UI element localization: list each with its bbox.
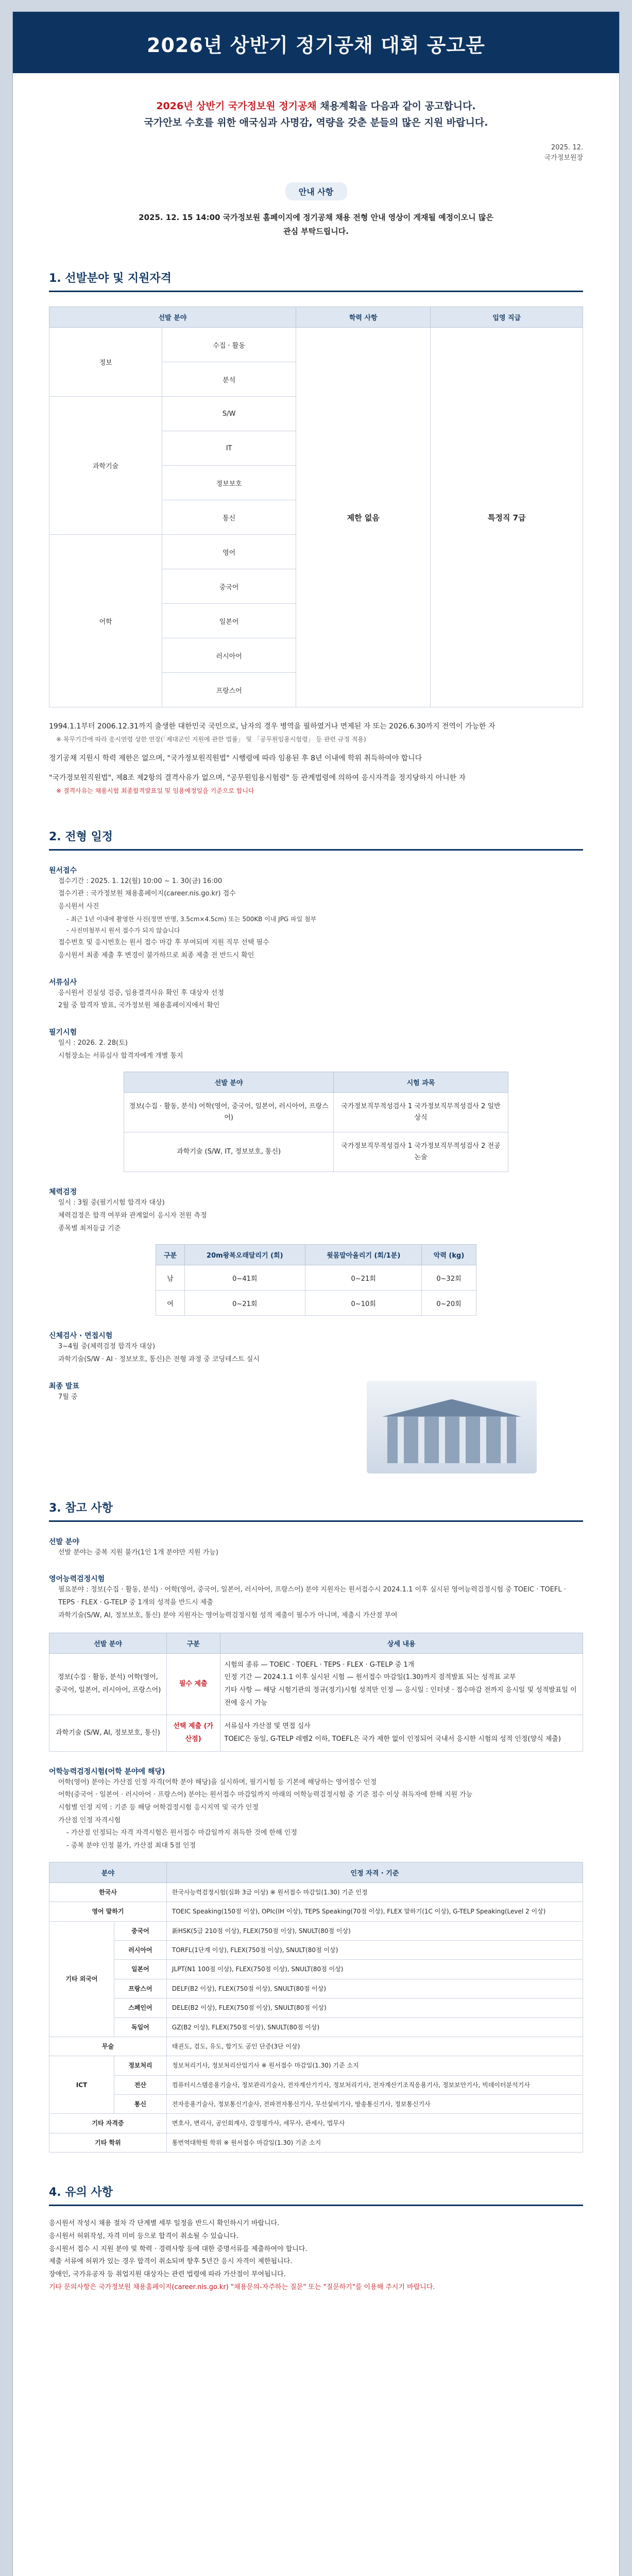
issue-date: 2025. 12. [551,143,583,151]
building-column [398,1417,404,1463]
cert-text: TORFL(1단계 이상), FLEX(750점 이상), SNULT(80점 이상) [166,1940,583,1959]
cert-text: 통번역대학원 학위 ※ 원서접수 마감일(1.30) 기준 소지 [166,2133,583,2152]
notice-text [49,211,583,239]
note-sub: ※ 복무기간에 따라 응시연령 상한 연장(「제대군인 지원에 관한 법률」 및 「공무원임용시험령」 등 관련 규정 적용) [56,735,366,743]
final-announcement-block [49,1381,583,1484]
req-detail-line: 인정 기간 — 2024.1.1 이후 실시된 시험 — 원서접수 마감일(1.30)까지 점적발표 되는 성적표 교부 [224,1673,516,1682]
sub-item: 응시원서 사진 [58,902,99,910]
sub-item: 접수기관 : 국가정보원 채용홈페이지(career.nis.go.kr) 접수 [58,890,236,898]
cert-text: 컴퓨터시스템응용기술사, 정보관리기술사, 전자계산기기사, 정보처리기사, 전자계산기조직응용기사, 정보보안기사, 빅데이터분석기사 [166,2075,583,2094]
cert-sub: 프랑스어 [114,1979,166,1998]
building-column [480,1417,486,1463]
note-item: 정기공채 지원시 학력 제한은 없으며, "국가정보원직원법" 시행령에 따라 임용된 후 8년 이내에 학위 취득하여야 합니다 [49,754,422,762]
sub-item: - 사진미첨부시 원서 접수가 되지 않습니다 [66,927,180,935]
sub-item: 응시원서 최종 제출 후 변경이 불가하므로 최종 제출 전 반드시 확인 [58,951,254,959]
field-cell: 영어 [162,535,296,569]
note-item: "국가정보원직원법", 제8조 제2항의 결격사유가 없으며, "공무원임용시험령" 등 관계법령에 의하여 응시자격을 정지당하지 아니한 자 [49,774,466,783]
cert-group: 무술 [49,2037,167,2056]
col-criteria: 인정 자격 · 기준 [166,1862,583,1883]
sub-item: 7월 중 [58,1393,78,1401]
sub-item: 3~4월 중(체력검정 합격자 대상) [58,1343,156,1351]
field-cell: 수집 · 활동 [162,328,296,362]
cert-group: 기타 학위 [49,2133,167,2152]
req-kind: 선택 제출 (가산점) [166,1715,220,1751]
col-grade: 입영 직급 [431,307,583,328]
cert-text: 태권도, 검도, 유도, 합기도 공인 단증(3단 이상) [166,2037,583,2056]
field-cell: IT [162,431,296,466]
col-gender: 구분 [156,1245,184,1265]
caution-item: 기타 문의사항은 국가정보원 채용홈페이지(career.nis.go.kr) "채용문의-자주하는 질문" 또는 "질문하기"를 이용해 주시기 바랍니다. [49,2283,435,2291]
caution-item: 응시원서 허위작성, 자격 미비 등으로 합격이 취소될 수 있습니다. [49,2232,238,2240]
group-intel: 정보 [49,328,162,397]
notice-line2: 관심 부탁드립니다. [283,227,349,236]
section-2-heading: 2. 전형 일정 [49,828,583,851]
cert-group: 한국사 [49,1883,167,1902]
english-requirement-table [49,1633,583,1752]
sub-item: 어학(중국어 · 일본어 · 러시아어 · 프랑스어) 분야는 원서접수 마감일까지 아래의 어학능력검정시험 중 기준 점수 이상 취득자에 한해 지원 가능 [58,1791,473,1799]
sub-heading-application: 원서접수 [49,866,77,875]
cert-text: 전자응용기술사, 정보통신기술사, 전파전자통신기사, 무선설비기사, 방송통신기사, 정보통신기사 [166,2095,583,2114]
caution-item: 응시원서 작성시 채용 절차 각 단계별 세부 일정을 반드시 확인하시기 바랍니다. [49,2219,280,2228]
group-science: 과학기술 [49,397,162,535]
sub-item: 필요분야 : 정보(수집 · 활동, 분석) · 어학(영어, 중국어, 일본어, 러시아어, 프랑스어) 분야 지원자는 원서접수시 2024.1.1 이후 실시된 영어능력검정시험 중 TOEIC · TOEFL · TEPS · FLEX · G-TELP 중 1개의 성적을 반드시 제출 [58,1586,566,1607]
req-kind: 필수 제출 [166,1653,220,1715]
cert-sub: 일본어 [114,1960,166,1979]
sub-heading-language-test: 어학능력검정시험(어학 분야에 해당) [49,1767,165,1776]
sub-item: - 가산점 인정되는 자격 자격시험은 원서접수 마감일까지 취득한 것에 한해 인정 [66,1829,297,1837]
col-situp: 윗몸말아올리기 (회/1분) [305,1245,422,1265]
score-value: 0~21회 [305,1265,422,1291]
score-gender: 여 [156,1291,184,1316]
field-cell: 통신 [162,500,296,535]
caution-item: 장애인, 국가유공자 등 취업지원 대상자는 관련 법령에 따라 가산점이 부여됩니다. [49,2270,286,2278]
issuer: 국가정보원장 [544,154,583,162]
notice-tag: 안내 사항 [285,182,347,200]
caution-item: 제출 서류에 허위가 있는 경우 합격이 취소되며 향후 5년간 응시 자격이 제한됩니다. [49,2258,293,2266]
application-items [49,875,583,962]
note-sub: ※ 결격사유는 채용시험 최종합격발표일 및 임용예정일을 기준으로 합니다 [56,787,254,794]
cert-sub: 스페인어 [114,1998,166,2018]
col-field: 선발 분야 [49,1633,167,1653]
building-column [439,1417,445,1463]
col-grip: 악력 (kg) [422,1245,476,1265]
cert-text: JLPT(N1 100점 이상), FLEX(750점 이상), SNULT(80점 이상) [166,1960,583,1979]
note-item: 1994.1.1부터 2006.12.31까지 출생한 대한민국 국민으로, 남자의 경우 병역을 필하였거나 면제된 자 또는 2026.6.30까지 전역이 가능한 자 [49,722,496,731]
sub-item: 응시원서 진실성 검증, 임용결격사유 확인 후 대상자 선정 [58,989,224,997]
sub-item: 접수번호 및 응시번호는 원서 접수 마감 후 부여되며 지원 직무 선택 필수 [58,939,269,947]
sub-item: 가산점 인정 자격시험 [58,1816,121,1824]
sub-item: 과학기술(S/W · AI · 정보보호, 통신)은 전형 과정 중 코딩테스트 실시 [58,1355,260,1364]
cert-text: DELF(B2 이상), FLEX(750점 이상), SNULT(80점 이상) [166,1979,583,1998]
caution-item: 응시원서 접수 시 지원 분야 및 학력 · 경력사항 등에 대한 증명서류를 제출하여야 합니다. [49,2245,308,2253]
col-shuttle: 20m왕복오래달리기 (회) [184,1245,305,1265]
score-value: 0~32회 [422,1265,476,1291]
sub-item: 일시 : 3월 중(필기시험 합격자 대상) [58,1199,165,1207]
qualification-notes [49,720,583,796]
cert-group: ICT [49,2056,114,2114]
exam-subjects: 국가정보직무적성검사 1 국가정보직무적성검사 2 일반상식 [334,1093,508,1132]
col-kind: 구분 [166,1633,220,1653]
sub-heading-written: 필기시험 [49,1028,77,1037]
col-field: 선발 분야 [49,307,296,328]
building-column [501,1417,507,1463]
poster-frame [12,11,620,2576]
req-field: 과학기술 (S/W, AI, 정보보호, 통신) [49,1715,167,1751]
req-field: 정보(수집 · 활동, 분석) 어학(영어, 중국어, 일본어, 러시아어, 프랑스어) [49,1653,167,1715]
headquarters-illustration [367,1381,537,1473]
field-cell: S/W [162,397,296,431]
cert-sub: 독일어 [114,2018,166,2037]
section-4-heading: 4. 유의 사항 [49,2183,583,2206]
sub-heading-final: 최종 발표 [49,1382,79,1391]
cert-text: 정보처리기사, 정보처리산업기사 ※ 원서접수 마감일(1.30) 기준 소지 [166,2056,583,2075]
bonus-certificate-table [49,1862,583,2153]
cert-sub: 전산 [114,2075,166,2094]
score-gender: 남 [156,1265,184,1291]
sub-item: 접수기간 : 2025. 1. 12(월) 10:00 ~ 1. 30(금) 16:00 [58,877,223,885]
lead-highlight: 2026년 상반기 국가정보원 정기공채 [156,100,317,112]
cert-sub: 중국어 [114,1921,166,1940]
cert-text: GZ(B2 이상), FLEX(750점 이상), SNULT(80점 이상) [166,2018,583,2037]
req-detail-line: 기타 사항 — 해당 시험기관의 정규(정기)시험 성적만 인정 — 응시일 : 인터넷 · 접수마감 전까지 응시일 및 성적발표일 이전에 응시 가능 [224,1686,577,1707]
cert-sub: 정보처리 [114,2056,166,2075]
sub-heading-document: 서류심사 [49,978,77,987]
building-column [459,1417,466,1463]
sub-item: 과학기술(S/W, AI, 정보보호, 통신) 분야 지원자는 영어능력검정시험 성적 제출이 필수가 아니며, 제출시 가산점 부여 [58,1611,398,1619]
field-cell: 러시아어 [162,638,296,673]
sub-item: 시험별 인정 지역 : 기준 등 해당 어학검정시험 응시지역 및 국가 인정 [58,1804,259,1812]
score-value: 0~10회 [305,1291,422,1316]
exam-field: 정보(수집 · 활동, 분석) 어학(영어, 중국어, 일본어, 러시아어, 프랑스어) [124,1093,334,1132]
sub-heading-english: 영어능력검정시험 [49,1575,105,1584]
page-title: 2026년 상반기 정기공채 대회 공고문 [13,12,619,73]
sub-item: 체력검정은 합격 여부와 관계없이 응시자 전원 측정 [58,1212,207,1220]
score-value: 0~21회 [184,1291,305,1316]
section-3-heading: 3. 참고 사항 [49,1499,583,1522]
score-value: 0~41회 [184,1265,305,1291]
cert-text: DELE(B2 이상), FLEX(750점 이상), SNULT(80점 이상) [166,1998,583,2018]
qualification-table [49,307,583,707]
col-field: 선발 분야 [124,1072,334,1093]
cert-text: 한국사능력검정시험(심화 3급 이상) ※ 원서접수 마감일(1.30) 기준 인정 [166,1883,583,1902]
cert-group: 영어 말하기 [49,1902,167,1921]
sub-item: - 최근 1년 이내에 촬영한 사진(정면 반명, 3.5cm×4.5cm) 또는 500KB 이내 JPG 파일 첨부 [66,915,317,923]
field-cell: 프랑스어 [162,673,296,707]
cert-group: 기타 외국어 [49,1921,114,2037]
req-details [220,1653,583,1715]
building-roof [382,1399,521,1417]
req-detail-line: 서류심사 가산점 및 면접 심사 [224,1722,311,1731]
req-details [220,1715,583,1751]
fitness-score-table [156,1244,476,1316]
field-cell: 중국어 [162,569,296,604]
field-cell: 정보보호 [162,466,296,500]
cert-text: 변호사, 변리사, 공인회계사, 감정평가사, 세무사, 관세사, 법무사 [166,2114,583,2133]
col-subject: 시험 과목 [334,1072,508,1093]
education-cell: 제한 없음 [296,328,430,707]
exam-field: 과학기술 (S/W, IT, 정보보호, 통신) [124,1132,334,1172]
sub-item: 2월 중 합격자 발표, 국가정보원 채용홈페이지에서 확인 [58,1002,220,1010]
grade-cell: 특정직 7급 [431,328,583,707]
sub-heading-interview: 신체검사 · 면접시험 [49,1332,113,1341]
cert-text: TOEIC Speaking(150점 이상), OPIc(IH 이상), TEPS Speaking(70점 이상), FLEX 말하기(1C 이상), G-TELP Speaking(Level 2 이상) [166,1902,583,1921]
sub-item: 시험장소는 서류심사 합격자에게 개별 통지 [58,1052,183,1060]
field-cell: 일본어 [162,604,296,638]
lead-rest: 채용계획을 다음과 같이 공고합니다. [316,100,476,112]
sub-item: - 중복 분야 인정 불가, 가산점 최대 5점 인정 [66,1842,196,1850]
cert-group: 기타 자격증 [49,2114,167,2133]
sub-item: 일시 : 2026. 2. 28(토) [58,1039,128,1047]
sub-heading-field: 선발 분야 [49,1537,79,1546]
col-details: 상세 내용 [220,1633,583,1653]
sub-heading-fitness: 체력검정 [49,1188,77,1197]
exam-subject-table [124,1072,508,1172]
col-education: 학력 사항 [296,307,430,328]
sub-item: 종목별 최저등급 기준 [58,1224,121,1232]
lead-line2: 국가안보 수호를 위한 애국심과 사명감, 역량을 갖춘 분들의 많은 지원 바랍니다. [144,117,488,129]
section-1-heading: 1. 선발분야 및 지원자격 [49,269,583,292]
issue-date-block [49,143,583,164]
sub-item: 어학(영어) 분야는 가산점 인정 자격(어학 분야 해당)을 실시하며, 필기시험 등 기본에 해당하는 영어점수 인정 [58,1778,377,1786]
cert-sub: 러시아어 [114,1940,166,1959]
lead-text [49,98,583,131]
score-value: 0~20회 [422,1291,476,1316]
notice-line1: 2025. 12. 15 14:00 국가정보원 홈페이지에 정기공채 채용 전형 안내 영상이 게재될 예정이오니 많은 [139,213,493,223]
field-cell: 분석 [162,362,296,397]
sub-item: 선발 분야는 중복 지원 불가(1인 1개 분야만 지원 가능) [58,1548,218,1556]
group-language: 어학 [49,535,162,707]
caution-list [49,2217,583,2294]
cert-sub: 통신 [114,2095,166,2114]
exam-subjects: 국가정보직무적성검사 1 국가정보직무적성검사 2 전공논술 [334,1132,508,1172]
col-field: 분야 [49,1862,167,1883]
cert-text: 新HSK(5급 210점 이상), FLEX(750점 이상), SNULT(80점 이상) [166,1921,583,1940]
req-detail-line: 시험의 종류 — TOEIC · TOEFL · TEPS · FLEX · G-TELP 중 1개 [224,1660,415,1669]
req-detail-line: TOEIC은 동일, G-TELP 레벨2 이하, TOEFL은 국가 제한 없이 인정되어 국내서 응시한 시험의 성적 인정(양식 제출) [224,1735,561,1743]
building-column [418,1417,424,1463]
building-shape [387,1417,516,1463]
